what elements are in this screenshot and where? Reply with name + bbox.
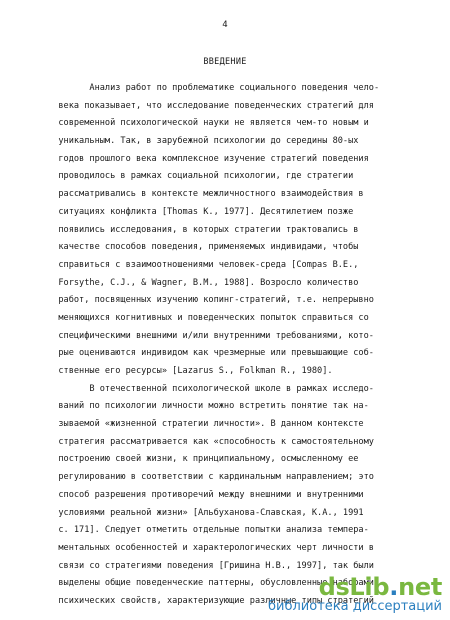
text-line: стратегия рассматривается как «способность к самостоятельному (48, 436, 374, 447)
dslib-logo (268, 573, 442, 601)
text-line: способ разрешения противоречий между внешними и внутренними (48, 489, 364, 500)
text-line: с. 171]. Следует отметить отдельные попытки анализа темпера- (48, 525, 369, 536)
text-line: ственные его ресурсы» [Lazarus S., Folkman R., 1980]. (48, 366, 333, 376)
text-line: Анализ работ по проблематике социального поведения чело- (48, 83, 380, 93)
text-line: регулированию в соответствии с кардинальным направлением; это (48, 472, 374, 483)
text-line: условиями реальной жизни» [Альбуханова-Славская, К.А., 1991 (48, 507, 364, 518)
logo-tld: net (398, 573, 442, 601)
text-line: работ, посвященных изучению копинг-стратегий, т.е. непрерывно (48, 295, 374, 306)
text-line: годов прошлого века комплексное изучение стратегий поведения (48, 153, 369, 164)
text-line: выделены общие поведенческие паттерны, обусловленные наборами (48, 578, 374, 589)
logo-dot: . (389, 573, 399, 601)
text-line: зываемой «жизненной стратегии личности». В данном контексте (48, 419, 364, 430)
logo-text (319, 573, 442, 601)
text-line: В отечественной психологической школе в рамках исследо- (48, 383, 374, 394)
section-heading: ВВЕДЕНИЕ (203, 57, 247, 67)
text-line: века показывает, что исследование поведенческих стратегий для (48, 100, 374, 111)
text-line: построению своей жизни, к принципиальному, осмысленному ее (48, 454, 359, 465)
text-line: меняющихся когнитивных и поведенческих попыток справиться со (48, 312, 369, 323)
watermark (268, 573, 442, 614)
text-line: ваний по психологии личности можно встретить понятие так на- (48, 401, 369, 412)
text-line: качестве способов поведения, применяемых индивидами, чтобы (48, 242, 359, 253)
logo-main: dsLib (318, 573, 390, 601)
logo-subtitle: библиотека диссертаций (268, 599, 442, 614)
text-line: рассматривались в контексте межличностного взаимодействия в (48, 189, 364, 200)
text-line: ситуациях конфликта [Thomas K., 1977]. Десятилетием позже (48, 206, 354, 217)
text-line: специфическими внешними и/или внутренними требованиями, кото- (48, 330, 374, 341)
body-text (48, 80, 410, 611)
text-line: рые оцениваются индивидом как чрезмерные или превышающие соб- (48, 348, 374, 359)
text-line: уникальным. Так, в зарубежной психологии до середины 80-ых (48, 136, 359, 147)
text-line: проводилось в рамках социальной психологии, где стратегии (48, 171, 354, 182)
text-line: справиться с взаимоотношениями человек-среда [Compas B.E., (48, 259, 359, 270)
page-number: 4 (222, 20, 228, 30)
text-line: связи со стратегиями поведения [Гришина Н.В., 1997], так были (48, 560, 374, 571)
text-line: психических свойств, характеризующие различные типы стратегий (48, 595, 374, 606)
text-line: современной психологической науки не является чем-то новым и (48, 118, 369, 129)
text-line: появились исследования, в которых стратегии трактовались в (48, 224, 359, 235)
text-line: Forsythe, C.J., & Wagner, B.M., 1988]. Возросло количество (48, 277, 359, 288)
text-line: ментальных особенностей и характерологических черт личности в (48, 542, 374, 553)
